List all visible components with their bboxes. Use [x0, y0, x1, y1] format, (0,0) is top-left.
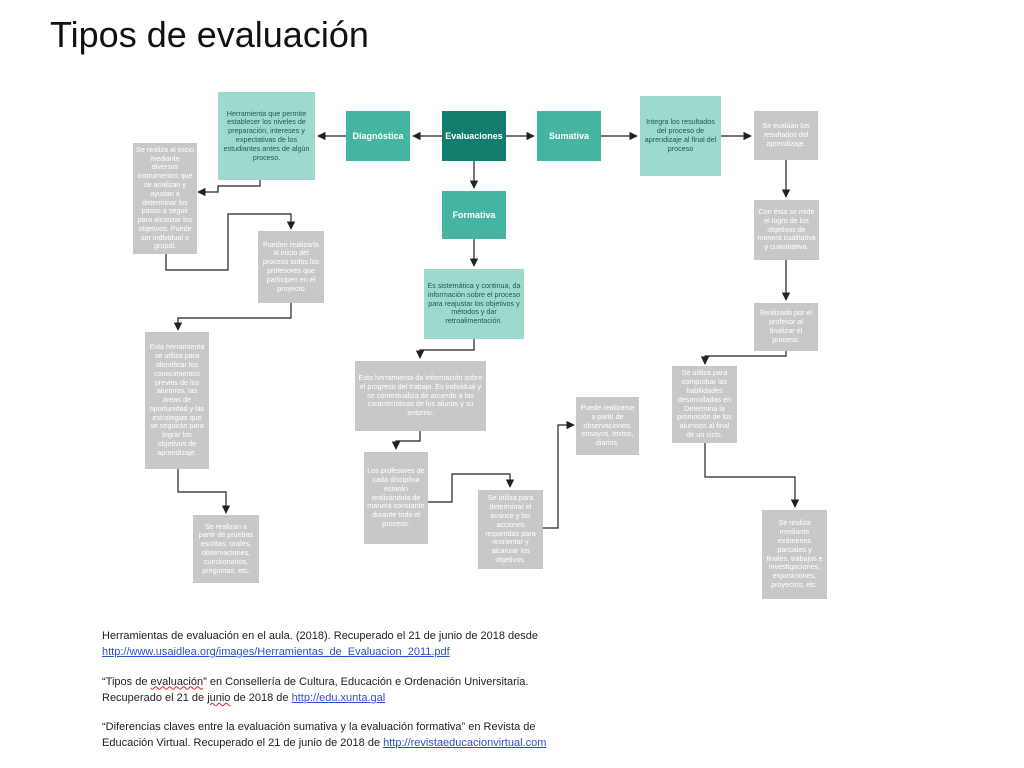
node-form-3 [364, 452, 428, 544]
reference-3-text: “Diferencias claves entre la evaluación sumativa y la evaluación formativa” en Revista de Educación Virtual. Recuperado el 21 de junio de 2018 de [102, 721, 536, 750]
node-sum-3-text: Realizada por el profesor al finalizar el proceso. [760, 308, 812, 344]
node-sum-4 [672, 366, 737, 443]
reference-3 [102, 719, 572, 752]
node-sum-5 [762, 510, 827, 599]
reference-2-link[interactable]: http://edu.xunta.gal [291, 691, 386, 704]
reference-2-word: evaluación [150, 675, 204, 688]
page-title: Tipos de evaluación [50, 14, 369, 55]
node-diag-2 [258, 231, 324, 303]
node-form-2-text: Esta herramienta da información sobre el progreso del trabajo. Es individual y se contextualiza de acuerdo a las características de los alunos y su entorno. [358, 373, 483, 418]
node-diag-1-text: Se realiza al inicio mediante diversos instrumentos que se analizan y ayudan a determinar los pasos a seguir para alcanzar los objetivos. Puede ser individual o grupal. [136, 144, 194, 251]
node-sum-1-text: Se evalúan los resultados del aprendizaje. [762, 121, 810, 148]
node-sum-2 [754, 200, 819, 260]
node-sum-def [640, 96, 721, 176]
node-formativa [442, 191, 506, 239]
reference-2 [102, 674, 572, 707]
edge-sum3-sum4 [705, 351, 786, 364]
node-form-4-text: Se utiliza para determinar el avance y las acciones requeridas para reorientar y alcanzar los objetivos. [485, 493, 536, 564]
edge-sum4-sum5 [705, 443, 795, 507]
node-diag-3 [145, 332, 209, 469]
edge-form4-form5 [543, 425, 574, 528]
reference-2-text-c: de 2018 de [230, 691, 292, 704]
reference-2-text-b: ” en Consellería de Cultura, Educación e Ordenación Universitaria. Recuperado el 21 de [102, 675, 529, 704]
node-formativa-label: Formativa [452, 209, 496, 220]
edge-diag3-diag4 [178, 469, 226, 513]
references [102, 628, 572, 765]
node-diag-def-text: Herramienta que permite establecer los niveles de preparación, intereses y expectativas de los estudiantes antes de algún proceso. [223, 108, 310, 162]
node-sum-2-text: Con ésta se mide el logro de los objetivos de manera cualitativa y cuantitativa. [757, 207, 816, 252]
edge-form1-form2 [420, 339, 474, 358]
reference-2-text-a: “Tipos de [102, 675, 151, 688]
reference-1-text: Herramientas de evaluación en el aula. (2018). Recuperado el 21 de junio de 2018 desde [102, 630, 539, 642]
node-sum-5-text: Se realiza mediante exámenes parciales y finales, trabajos e investigaciones, exposiciones, proyectos, etc. [766, 518, 823, 589]
node-form-4 [478, 490, 543, 569]
node-sumativa-label: Sumativa [548, 130, 590, 141]
reference-2-word2: junio [207, 691, 231, 704]
node-form-1 [424, 269, 524, 339]
node-sum-3 [754, 303, 818, 351]
node-diag-4 [193, 515, 259, 583]
node-sumativa [537, 111, 601, 161]
node-diagnostica [346, 111, 410, 161]
node-form-2 [355, 361, 486, 431]
reference-1 [102, 628, 572, 661]
edge-diag2-diag3 [178, 303, 291, 330]
node-diagnostica-label: Diagnóstica [352, 130, 404, 141]
node-sum-4-text: Se utiliza para comprobar las habilidades desarrolladas en Determina la promoción de los alumnos al final de un ciclo. [677, 368, 732, 439]
reference-1-link[interactable]: http://www.usaidlea.org/images/Herramientas_de_Evaluacion_2011.pdf [102, 646, 450, 659]
reference-3-link[interactable]: http://revistaeducacionvirtual.com [383, 737, 547, 750]
node-diag-3-text: Esta herramienta se utiliza para identificar los conocimientos previos de los alumnos, las áreas de oportunidad y las estrategias que se seguirán para lograr los objetivos de aprendizaje. [149, 342, 205, 457]
edge-form2-form3 [396, 431, 420, 449]
node-evaluaciones-label: Evaluaciones [445, 130, 503, 141]
node-form-1-text: Es sistemática y continua, da información sobre el proceso para reajustar los objetivos y métodos y dar retroalimentación. [427, 281, 521, 326]
node-form-5-text: Puede realizarse a partir de observaciones, ensayos, textos, diarios. [580, 403, 635, 448]
node-diag-def [218, 92, 315, 180]
edge-diagdef-diag1 [198, 180, 260, 192]
node-sum-def-text: Integra los resultados del proceso de aprendizaje al final del proceso [644, 117, 717, 153]
node-form-5 [576, 397, 639, 455]
node-evaluaciones [442, 111, 506, 161]
node-form-3-text: Los profesores de cada disciplina estarán realizándola de manera constante durante todo el proceso. [367, 466, 425, 528]
node-sum-1 [754, 111, 818, 160]
node-diag-4-text: Se realizan a partir de pruebas escritas, orales, observaciones, cuestionarios, preguntas, etc. [198, 521, 254, 575]
node-diag-2-text: Pueden realizarla al inicio del proceso todos los profesores que participen en el proyecto [262, 239, 320, 293]
node-diag-1 [133, 143, 197, 254]
